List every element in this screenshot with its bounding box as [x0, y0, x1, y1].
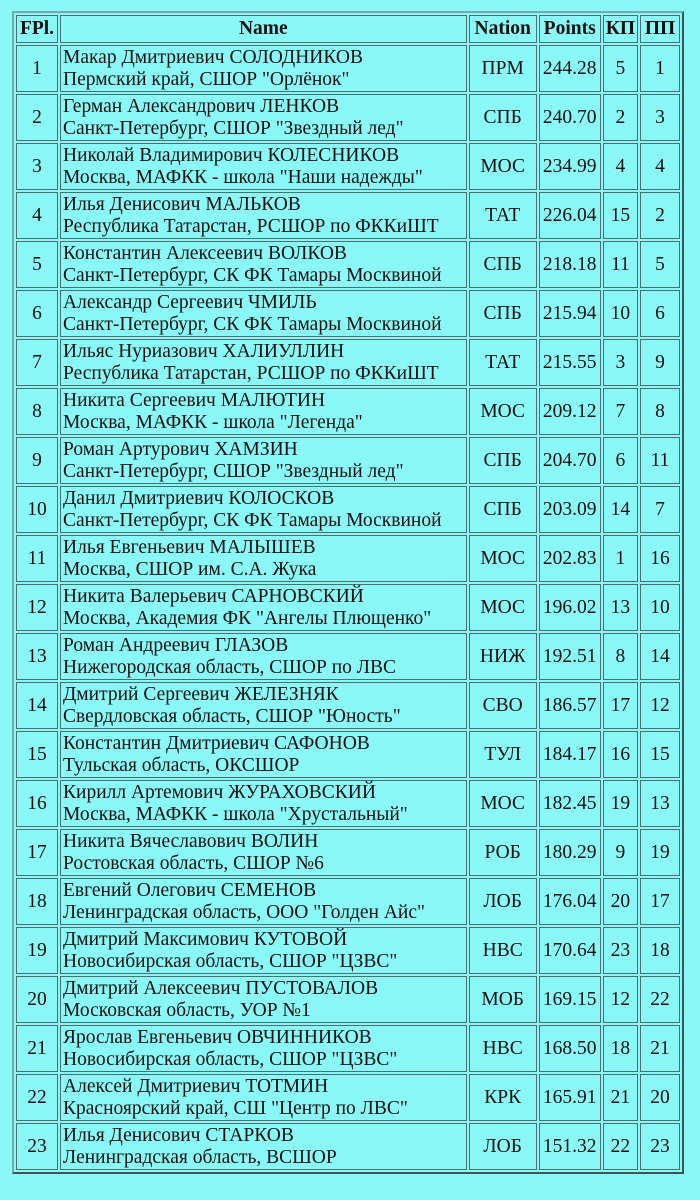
- nation-cell: МОС: [469, 388, 537, 435]
- name-cell: [60, 878, 467, 925]
- points-cell: 168.50: [539, 1025, 601, 1072]
- table-row: [16, 633, 680, 680]
- points-cell: 218.18: [539, 241, 601, 288]
- table-row: [16, 192, 680, 239]
- kp-cell: 16: [603, 731, 638, 778]
- pp-cell: 12: [640, 682, 680, 729]
- kp-cell: 11: [603, 241, 638, 288]
- pp-cell: 4: [640, 143, 680, 190]
- athlete-club: Ленинградская область, ООО "Голден Айс": [63, 901, 425, 923]
- points-cell: 192.51: [539, 633, 601, 680]
- athlete-club: Москва, Академия ФК "Ангелы Плющенко": [63, 607, 432, 629]
- kp-cell: 20: [603, 878, 638, 925]
- athlete-club: Санкт-Петербург, СК ФК Тамары Москвиной: [63, 264, 442, 286]
- athlete-club: Москва, МАФКК - школа "Наши надежды": [63, 166, 423, 188]
- pp-cell: 9: [640, 339, 680, 386]
- pp-cell: 23: [640, 1123, 680, 1170]
- athlete-club: Пермский край, СШОР "Орлёнок": [63, 68, 350, 90]
- points-cell: 240.70: [539, 94, 601, 141]
- nation-cell: ПРМ: [469, 45, 537, 92]
- points-cell: 226.04: [539, 192, 601, 239]
- athlete-name: Никита Вячеславович ВОЛИН: [63, 830, 319, 852]
- table-row: [16, 143, 680, 190]
- points-cell: 169.15: [539, 976, 601, 1023]
- name-cell: [60, 829, 467, 876]
- athlete-club: Санкт-Петербург, СК ФК Тамары Москвиной: [63, 313, 442, 335]
- kp-cell: 13: [603, 584, 638, 631]
- kp-cell: 18: [603, 1025, 638, 1072]
- table-row: [16, 1074, 680, 1121]
- points-cell: 202.83: [539, 535, 601, 582]
- name-cell: [60, 241, 467, 288]
- table-row: [16, 878, 680, 925]
- athlete-name: Дмитрий Алексеевич ПУСТОВАЛОВ: [63, 977, 379, 999]
- pp-cell: 5: [640, 241, 680, 288]
- results-table: [12, 11, 684, 1174]
- place-cell: 20: [16, 976, 58, 1023]
- table-row: [16, 94, 680, 141]
- athlete-name: Константин Дмитриевич САФОНОВ: [63, 732, 370, 754]
- kp-cell: 9: [603, 829, 638, 876]
- kp-cell: 17: [603, 682, 638, 729]
- table-row: [16, 45, 680, 92]
- table-row: [16, 584, 680, 631]
- header-pp: ПП: [640, 15, 680, 43]
- nation-cell: ТАТ: [469, 339, 537, 386]
- table-row: [16, 1025, 680, 1072]
- nation-cell: МОС: [469, 535, 537, 582]
- nation-cell: СПБ: [469, 290, 537, 337]
- table-row: [16, 290, 680, 337]
- athlete-club: Новосибирская область, СШОР "ЦЗВС": [63, 1048, 398, 1070]
- nation-cell: МОС: [469, 584, 537, 631]
- name-cell: [60, 584, 467, 631]
- athlete-club: Москва, СШОР им. С.А. Жука: [63, 558, 317, 580]
- points-cell: 151.32: [539, 1123, 601, 1170]
- table-row: [16, 388, 680, 435]
- athlete-name: Ярослав Евгеньевич ОВЧИННИКОВ: [63, 1026, 372, 1048]
- pp-cell: 15: [640, 731, 680, 778]
- name-cell: [60, 143, 467, 190]
- kp-cell: 14: [603, 486, 638, 533]
- points-cell: 165.91: [539, 1074, 601, 1121]
- place-cell: 21: [16, 1025, 58, 1072]
- points-cell: 196.02: [539, 584, 601, 631]
- nation-cell: КРК: [469, 1074, 537, 1121]
- athlete-club: Ленинградская область, ВСШОР: [63, 1146, 337, 1168]
- athlete-name: Данил Дмитриевич КОЛОСКОВ: [63, 487, 335, 509]
- athlete-name: Константин Алексеевич ВОЛКОВ: [63, 242, 347, 264]
- place-cell: 17: [16, 829, 58, 876]
- place-cell: 9: [16, 437, 58, 484]
- nation-cell: МОБ: [469, 976, 537, 1023]
- kp-cell: 12: [603, 976, 638, 1023]
- nation-cell: ЛОБ: [469, 1123, 537, 1170]
- kp-cell: 5: [603, 45, 638, 92]
- points-cell: 204.70: [539, 437, 601, 484]
- table-row: [16, 927, 680, 974]
- points-cell: 234.99: [539, 143, 601, 190]
- table-row: [16, 535, 680, 582]
- place-cell: 13: [16, 633, 58, 680]
- table-row: [16, 437, 680, 484]
- athlete-name: Никита Валерьевич САРНОВСКИЙ: [63, 585, 364, 607]
- athlete-name: Дмитрий Максимович КУТОВОЙ: [63, 928, 348, 950]
- pp-cell: 2: [640, 192, 680, 239]
- name-cell: [60, 1074, 467, 1121]
- athlete-name: Александр Сергеевич ЧМИЛЬ: [63, 291, 317, 313]
- kp-cell: 10: [603, 290, 638, 337]
- points-cell: 215.94: [539, 290, 601, 337]
- header-nation: Nation: [469, 15, 537, 43]
- table-row: [16, 241, 680, 288]
- athlete-name: Илья Денисович МАЛЬКОВ: [63, 193, 301, 215]
- nation-cell: НИЖ: [469, 633, 537, 680]
- pp-cell: 11: [640, 437, 680, 484]
- athlete-club: Свердловская область, СШОР "Юность": [63, 705, 401, 727]
- nation-cell: МОС: [469, 780, 537, 827]
- nation-cell: РОБ: [469, 829, 537, 876]
- name-cell: [60, 45, 467, 92]
- athlete-name: Герман Александрович ЛЕНКОВ: [63, 95, 340, 117]
- pp-cell: 14: [640, 633, 680, 680]
- athlete-name: Илья Евгеньевич МАЛЫШЕВ: [63, 536, 316, 558]
- pp-cell: 18: [640, 927, 680, 974]
- name-cell: [60, 731, 467, 778]
- name-cell: [60, 94, 467, 141]
- name-cell: [60, 437, 467, 484]
- place-cell: 4: [16, 192, 58, 239]
- name-cell: [60, 633, 467, 680]
- place-cell: 19: [16, 927, 58, 974]
- name-cell: [60, 976, 467, 1023]
- nation-cell: НВС: [469, 927, 537, 974]
- kp-cell: 6: [603, 437, 638, 484]
- pp-cell: 20: [640, 1074, 680, 1121]
- place-cell: 5: [16, 241, 58, 288]
- kp-cell: 15: [603, 192, 638, 239]
- place-cell: 7: [16, 339, 58, 386]
- nation-cell: ЛОБ: [469, 878, 537, 925]
- place-cell: 16: [16, 780, 58, 827]
- pp-cell: 3: [640, 94, 680, 141]
- table-row: [16, 682, 680, 729]
- header-kp: КП: [603, 15, 638, 43]
- pp-cell: 8: [640, 388, 680, 435]
- place-cell: 1: [16, 45, 58, 92]
- header-points: Points: [539, 15, 601, 43]
- table-row: [16, 486, 680, 533]
- kp-cell: 3: [603, 339, 638, 386]
- place-cell: 6: [16, 290, 58, 337]
- athlete-name: Никита Сергеевич МАЛЮТИН: [63, 389, 326, 411]
- points-cell: 184.17: [539, 731, 601, 778]
- athlete-name: Ильяс Нуриазович ХАЛИУЛЛИН: [63, 340, 345, 362]
- name-cell: [60, 780, 467, 827]
- pp-cell: 7: [640, 486, 680, 533]
- name-cell: [60, 192, 467, 239]
- name-cell: [60, 1025, 467, 1072]
- nation-cell: ТУЛ: [469, 731, 537, 778]
- header-name: Name: [60, 15, 467, 43]
- kp-cell: 4: [603, 143, 638, 190]
- points-cell: 180.29: [539, 829, 601, 876]
- pp-cell: 21: [640, 1025, 680, 1072]
- place-cell: 3: [16, 143, 58, 190]
- name-cell: [60, 1123, 467, 1170]
- place-cell: 11: [16, 535, 58, 582]
- nation-cell: СПБ: [469, 241, 537, 288]
- nation-cell: СПБ: [469, 94, 537, 141]
- nation-cell: СВО: [469, 682, 537, 729]
- athlete-club: Москва, МАФКК - школа "Легенда": [63, 411, 363, 433]
- nation-cell: СПБ: [469, 486, 537, 533]
- athlete-club: Ростовская область, СШОР №6: [63, 852, 324, 874]
- table-row: [16, 1123, 680, 1170]
- athlete-name: Евгений Олегович СЕМЕНОВ: [63, 879, 317, 901]
- pp-cell: 13: [640, 780, 680, 827]
- table-row: [16, 976, 680, 1023]
- pp-cell: 16: [640, 535, 680, 582]
- table-row: [16, 731, 680, 778]
- athlete-club: Новосибирская область, СШОР "ЦЗВС": [63, 950, 398, 972]
- athlete-name: Илья Денисович СТАРКОВ: [63, 1124, 294, 1146]
- place-cell: 22: [16, 1074, 58, 1121]
- pp-cell: 22: [640, 976, 680, 1023]
- points-cell: 170.64: [539, 927, 601, 974]
- nation-cell: СПБ: [469, 437, 537, 484]
- kp-cell: 21: [603, 1074, 638, 1121]
- header-row: [16, 15, 680, 43]
- name-cell: [60, 290, 467, 337]
- kp-cell: 1: [603, 535, 638, 582]
- name-cell: [60, 486, 467, 533]
- athlete-club: Московская область, УОР №1: [63, 999, 311, 1021]
- kp-cell: 23: [603, 927, 638, 974]
- athlete-club: Республика Татарстан, РСШОР по ФККиШТ: [63, 215, 439, 237]
- place-cell: 23: [16, 1123, 58, 1170]
- place-cell: 18: [16, 878, 58, 925]
- athlete-name: Макар Дмитриевич СОЛОДНИКОВ: [63, 46, 363, 68]
- points-cell: 203.09: [539, 486, 601, 533]
- name-cell: [60, 927, 467, 974]
- table-row: [16, 780, 680, 827]
- athlete-club: Москва, МАФКК - школа "Хрустальный": [63, 803, 408, 825]
- place-cell: 8: [16, 388, 58, 435]
- kp-cell: 19: [603, 780, 638, 827]
- points-cell: 244.28: [539, 45, 601, 92]
- points-cell: 182.45: [539, 780, 601, 827]
- nation-cell: МОС: [469, 143, 537, 190]
- header-place: FPl.: [16, 15, 58, 43]
- athlete-club: Санкт-Петербург, СК ФК Тамары Москвиной: [63, 509, 442, 531]
- nation-cell: ТАТ: [469, 192, 537, 239]
- athlete-name: Дмитрий Сергеевич ЖЕЛЕЗНЯК: [63, 683, 339, 705]
- place-cell: 2: [16, 94, 58, 141]
- athlete-club: Красноярский край, СШ "Центр по ЛВС": [63, 1097, 408, 1119]
- table-row: [16, 829, 680, 876]
- athlete-club: Санкт-Петербург, СШОР "Звездный лед": [63, 460, 404, 482]
- athlete-name: Роман Артурович ХАМЗИН: [63, 438, 298, 460]
- name-cell: [60, 682, 467, 729]
- name-cell: [60, 388, 467, 435]
- athlete-name: Роман Андреевич ГЛАЗОВ: [63, 634, 289, 656]
- athlete-club: Тульская область, ОКСШОР: [63, 754, 300, 776]
- name-cell: [60, 535, 467, 582]
- kp-cell: 22: [603, 1123, 638, 1170]
- points-cell: 215.55: [539, 339, 601, 386]
- name-cell: [60, 339, 467, 386]
- pp-cell: 10: [640, 584, 680, 631]
- kp-cell: 2: [603, 94, 638, 141]
- place-cell: 12: [16, 584, 58, 631]
- kp-cell: 7: [603, 388, 638, 435]
- place-cell: 15: [16, 731, 58, 778]
- points-cell: 186.57: [539, 682, 601, 729]
- kp-cell: 8: [603, 633, 638, 680]
- points-cell: 209.12: [539, 388, 601, 435]
- points-cell: 176.04: [539, 878, 601, 925]
- table-row: [16, 339, 680, 386]
- athlete-name: Кирилл Артемович ЖУРАХОВСКИЙ: [63, 781, 376, 803]
- pp-cell: 19: [640, 829, 680, 876]
- athlete-club: Санкт-Петербург, СШОР "Звездный лед": [63, 117, 404, 139]
- pp-cell: 1: [640, 45, 680, 92]
- place-cell: 14: [16, 682, 58, 729]
- athlete-name: Николай Владимирович КОЛЕСНИКОВ: [63, 144, 400, 166]
- pp-cell: 17: [640, 878, 680, 925]
- athlete-club: Республика Татарстан, РСШОР по ФККиШТ: [63, 362, 439, 384]
- pp-cell: 6: [640, 290, 680, 337]
- athlete-name: Алексей Дмитриевич ТОТМИН: [63, 1075, 329, 1097]
- athlete-club: Нижегородская область, СШОР по ЛВС: [63, 656, 397, 678]
- place-cell: 10: [16, 486, 58, 533]
- nation-cell: НВС: [469, 1025, 537, 1072]
